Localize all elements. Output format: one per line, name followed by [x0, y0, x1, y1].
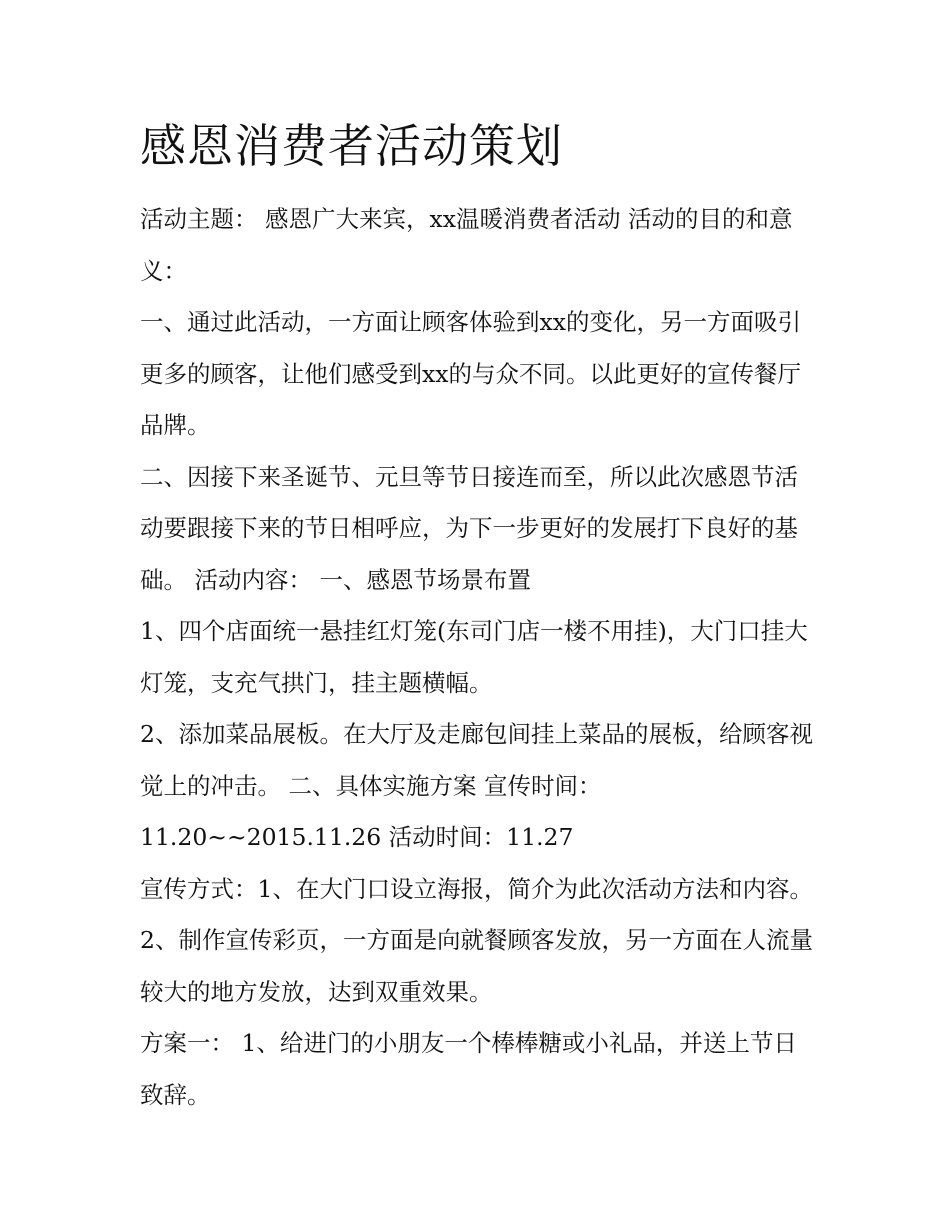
title-spacer	[140, 182, 820, 194]
paragraph-purpose-one: 一、通过此活动，一方面让顾客体验到xx的变化，另一方面吸引更多的顾客，让他们感受到xx的与众不同。以此更好的宣传餐厅品牌。	[140, 308, 802, 439]
paragraph-theme: 活动主题： 感恩广大来宾，xx温暖消费者活动 活动的目的和意义：	[140, 205, 793, 285]
document-title: 感恩消费者活动策划	[140, 119, 563, 173]
paragraph-promotion: 宣传方式：1、在大门口设立海报，简介为此次活动方法和内容。 2、制作宣传彩页，一方面是向就餐顾客发放，另一方面在人流量较大的地方发放，达到双重效果。	[140, 874, 813, 1006]
paragraph-decoration-two: 2、添加菜品展板。在大厅及走廊包间挂上菜品的展板，给顾客视觉上的冲击。 二、具体实施方案 宣传时间：	[140, 720, 813, 800]
paragraph-dates: 11.20~~2015.11.26 活动时间：11.27	[140, 823, 574, 851]
paragraph-plan-one: 方案一： 1、给进门的小朋友一个棒棒糖或小礼品，并送上节日致辞。	[140, 1029, 797, 1109]
paragraph-decoration-one: 1、四个店面统一悬挂红灯笼(东司门店一楼不用挂)，大门口挂大灯笼，支充气拱门，挂主题横幅。	[140, 617, 808, 697]
document-body	[140, 110, 820, 1121]
paragraph-purpose-two: 二、因接下来圣诞节、元旦等节日接连而至，所以此次感恩节活动要跟接下来的节日相呼应，为下一步更好的发展打下良好的基础。 活动内容： 一、感恩节场景布置	[140, 462, 798, 594]
